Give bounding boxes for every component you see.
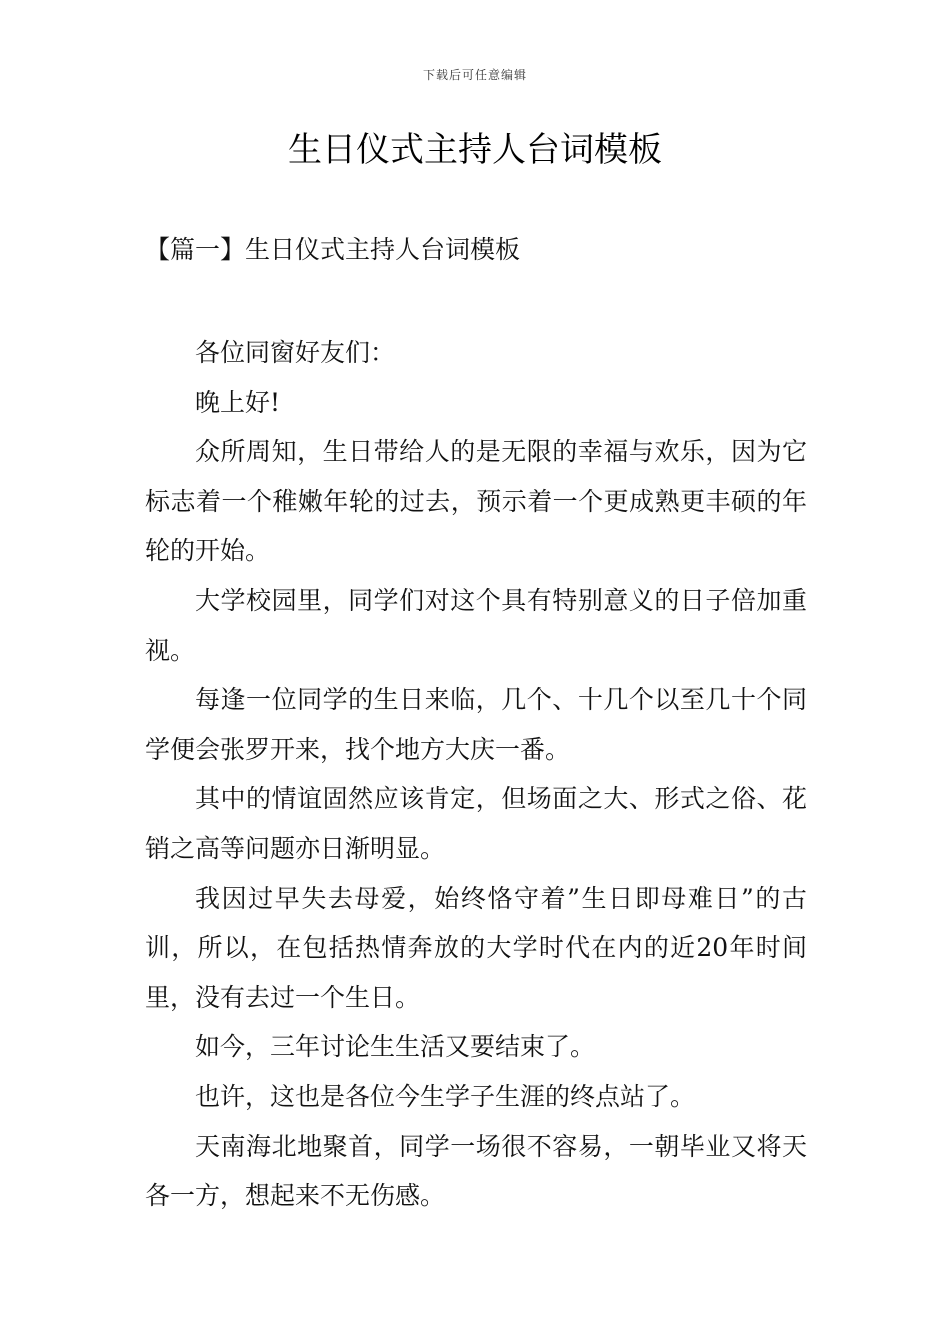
paragraph: 如今，三年讨论生生活又要结束了。: [195, 1032, 596, 1062]
paragraph: 众所周知，生日带给人的是无限的幸福与欢乐，因为它标志着一个稚嫩年轮的过去，预示着一个更成熟更丰硕的年轮的开始。: [145, 437, 807, 566]
paragraph: 大学校园里，同学们对这个具有特别意义的日子倍加重视。: [145, 585, 807, 665]
paragraph: 也许，这也是各位今生学子生涯的终点站了。: [195, 1081, 696, 1111]
paragraph: 我因过早失去母爱，始终恪守着”生日即母难日”的古训，所以，在包括热情奔放的大学时代在内的近20年时间里，没有去过一个生日。: [145, 883, 807, 1012]
paragraph-greeting: 各位同窗好友们：: [195, 338, 396, 367]
paragraph-good-evening: 晚上好!: [195, 387, 281, 417]
paragraph: 其中的情谊固然应该肯定，但场面之大、形式之俗、花销之高等问题亦日渐明显。: [145, 784, 807, 863]
header-note: 下载后可任意编辑: [422, 68, 527, 82]
document-body: [145, 328, 807, 1221]
section-heading: 【篇一】生日仪式主持人台词模板: [145, 235, 521, 264]
paragraph: 每逢一位同学的生日来临，几个、十几个以至几十个同学便会张罗开来，找个地方大庆一番。: [145, 685, 807, 764]
paragraph: 天南海北地聚首，同学一场很不容易，一朝毕业又将天各一方，想起来不无伤感。: [145, 1131, 807, 1211]
page-title: 生日仪式主持人台词模板: [288, 130, 662, 170]
